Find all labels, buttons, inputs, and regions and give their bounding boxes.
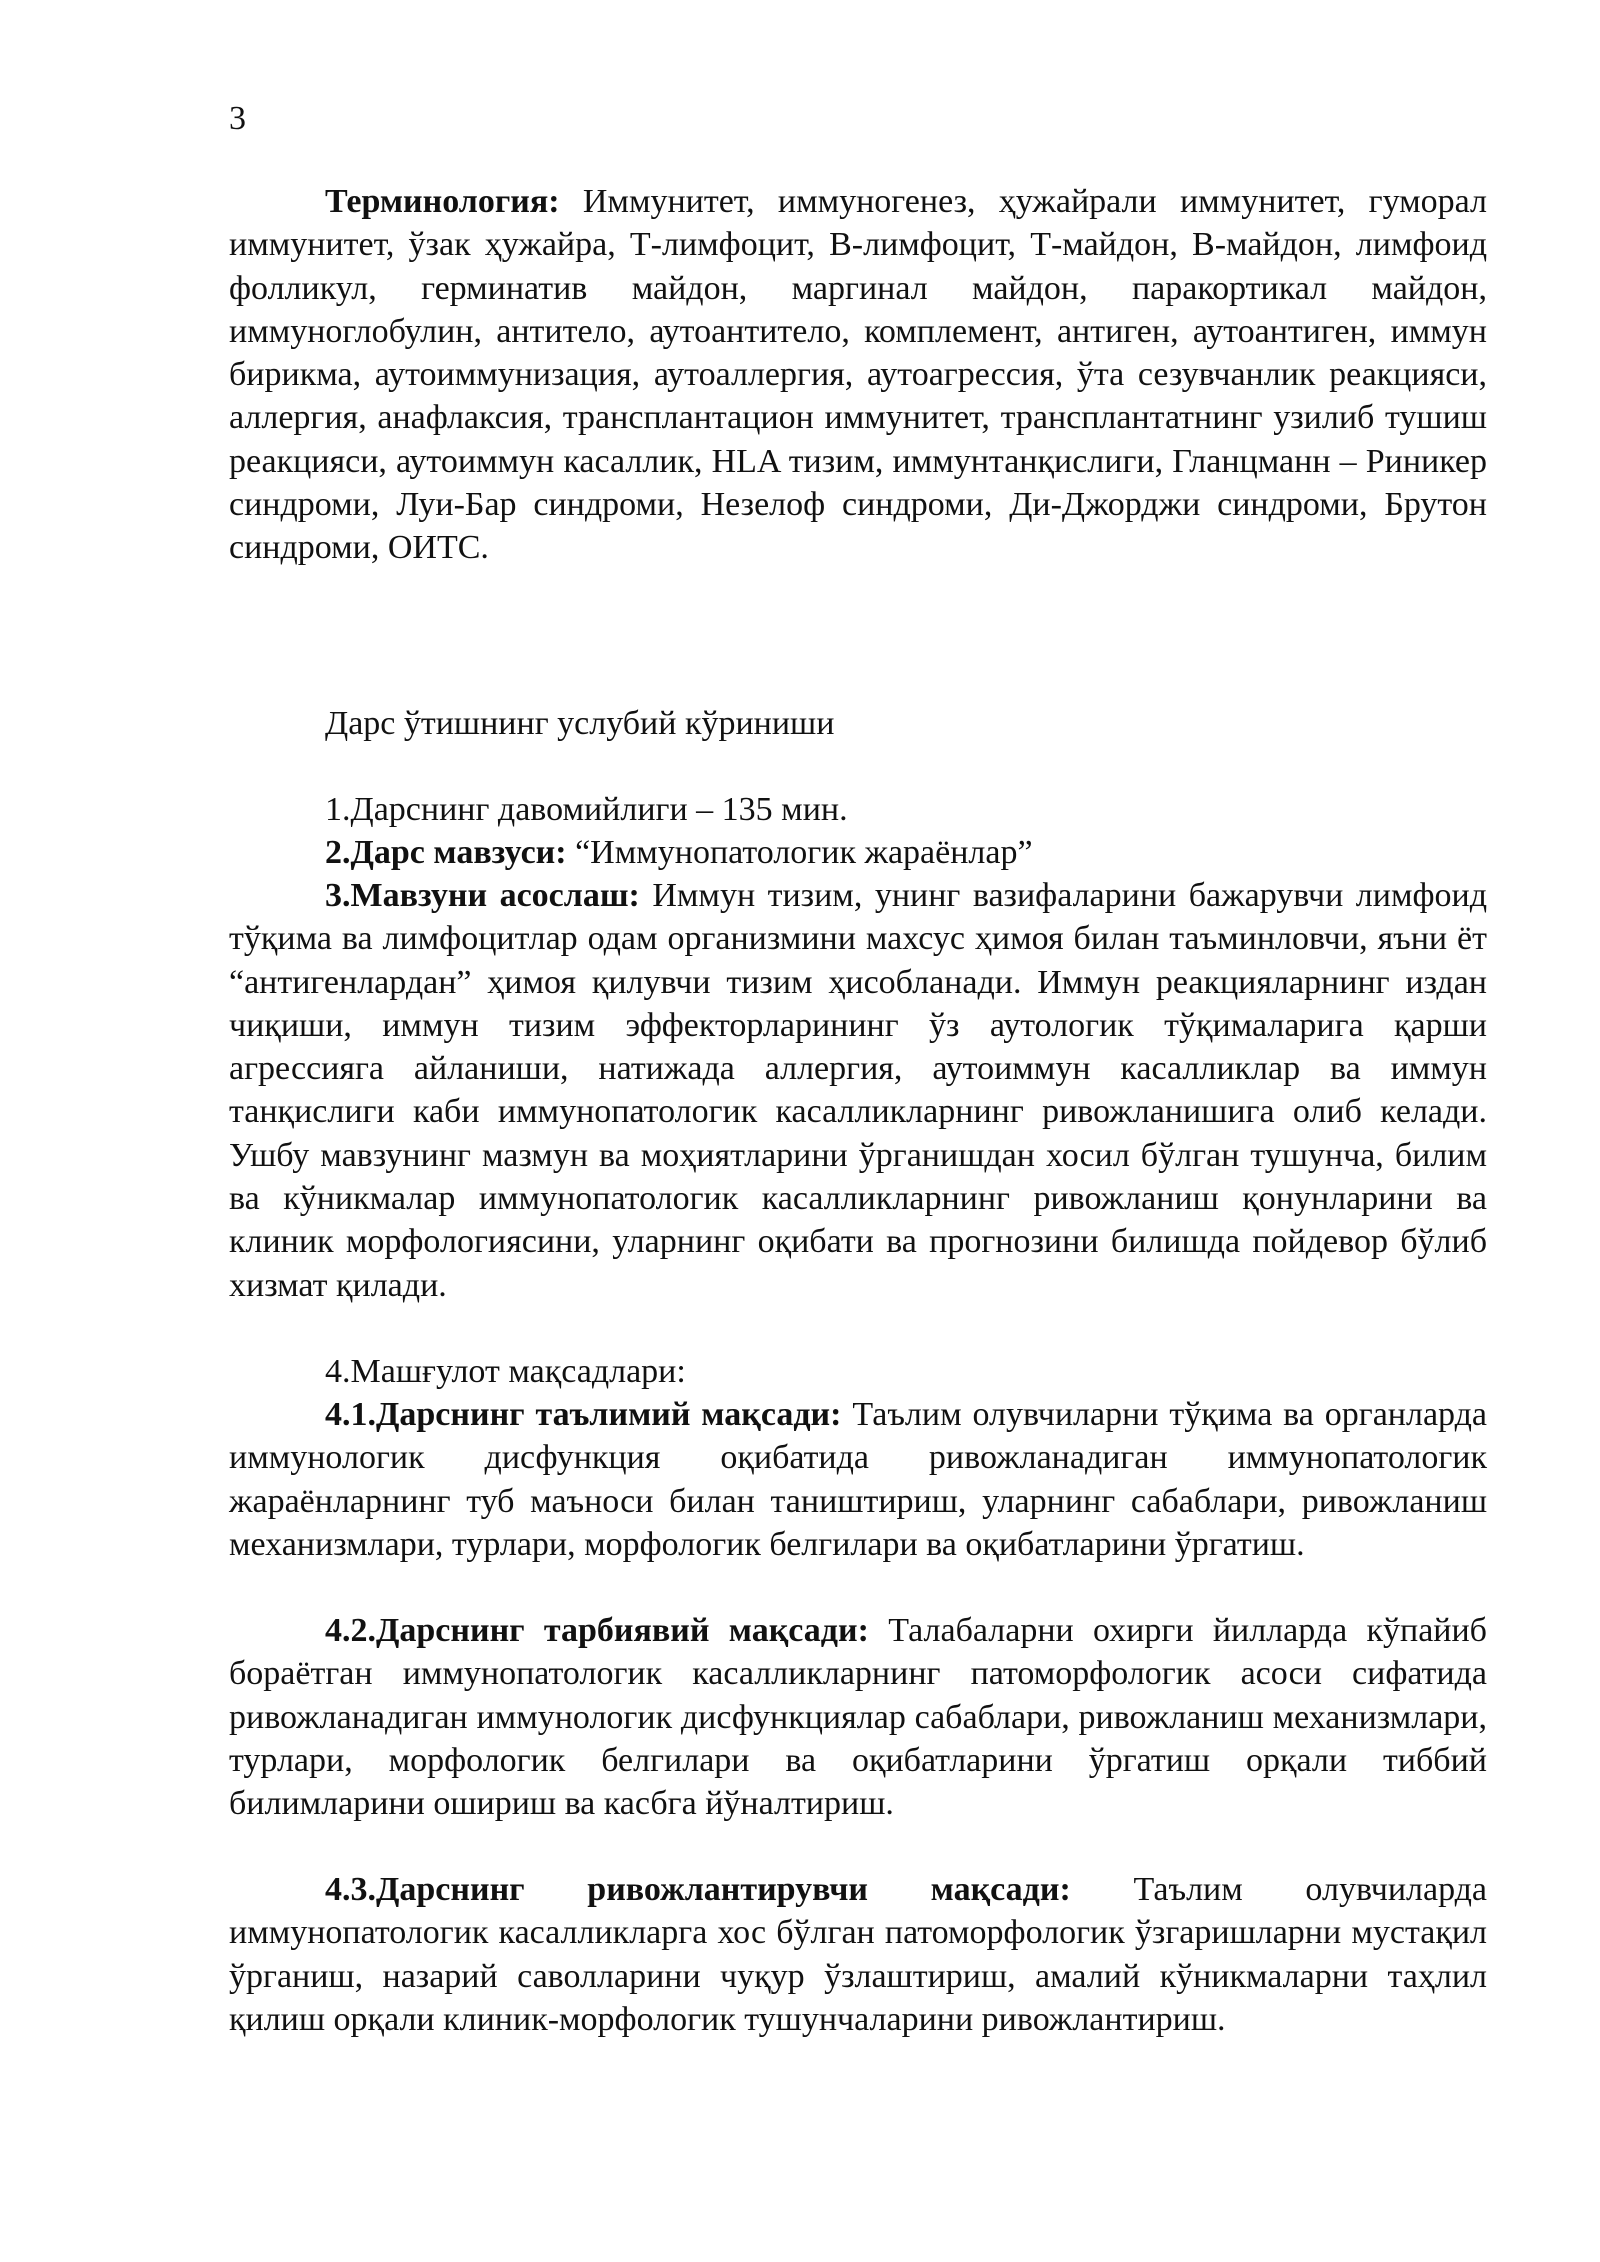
rationale-label: 3.Мавзуни асослаш: xyxy=(325,877,640,914)
rationale-text: Иммун тизим, унинг вазифаларини бажарувчи лимфоид тўқима ва лимфоцитлар одам организмини махсус ҳимоя билан таъминловчи, яъни ёт “антигенлардан” ҳимоя қилувчи тизим ҳисобланади. Иммун реакцияларнинг издан чиқиши, иммун тизим эффекторларининг ўз аутологик тўқималарига қарши агрессияга айланиши, натижада аллергия, аутоиммун касалликлар ва иммун танқислиги каби иммунопатологик касалликларнинг ривожланишига олиб келади. Ушбу мавзунинг мазмун ва моҳиятларини ўрганишдан хосил бўлган тушунча, билим ва кўникмалар иммунопатологик касалликларнинг ривожланиш қонунларини ва клиник морфологиясини, уларнинг оқибати ва прогнозини билишда пойдевор бўлиб хизмат қилади. xyxy=(229,877,1487,1304)
goal-educational-paragraph xyxy=(229,1393,1487,1566)
rationale-paragraph xyxy=(229,874,1487,1307)
goals-heading: 4.Машғулот мақсадлари: xyxy=(325,1353,686,1390)
terminology-text: Иммунитет, иммуногенез, ҳужайрали иммунитет, гуморал иммунитет, ўзак ҳужайра, Т-лимфоцит, В-лимфоцит, Т-майдон, В-майдон, лимфоид фолликул, герминатив майдон, маргинал майдон, паракортикал майдон, иммуноглобулин, антитело, аутоантитело, комплемент, антиген, аутоантиген, иммун бирикма, аутоиммунизация, аутоаллергия, аутоагрессия, ўта сезувчанлик реакцияси, аллергия, анафлаксия, трансплантацион иммунитет, трансплантатнинг узилиб тушиш реакцияси, аутоиммун касаллик, HLA тизим, иммунтанқислиги, Гланцманн – Риникер синдроми, Луи-Бар синдроми, Незелоф синдроми, Ди-Джорджи синдроми, Брутон синдроми, ОИТС. xyxy=(229,183,1487,567)
topic-text: “Иммунопатологик жараёнлар” xyxy=(566,834,1033,871)
goal-developmental-text: Таълим олувчиларда иммунопатологик касалликларга хос бўлган патоморфологик ўзгаришларни мустақил ўрганиш, назарий саволларини чуқур ўзлаштириш, амалий кўникмаларни таҳлил қилиш орқали клиник-морфологик тушунчаларини ривожлантириш. xyxy=(229,1871,1488,2038)
page-number: 3 xyxy=(229,100,246,137)
goal-educational-label: 4.1.Дарснинг таълимий мақсади: xyxy=(325,1396,842,1433)
goal-upbringing-paragraph xyxy=(229,1609,1487,1825)
goal-upbringing-text: Талабаларни охирги йилларда кўпайиб бораётган иммунопатологик касалликларнинг патоморфологик асоси сифатида ривожланадиган иммунологик дисфункциялар сабаблари, ривожланиш механизмлари, турлари, морфологик белгилари ва оқибатларини ўргатиш орқали тиббий билимларини ошириш ва касбга йўналтириш. xyxy=(229,1612,1487,1823)
goal-upbringing-label: 4.2.Дарснинг тарбиявий мақсади: xyxy=(325,1612,869,1649)
terminology-label: Терминология: xyxy=(325,183,560,220)
goal-developmental-paragraph xyxy=(229,1868,1487,2041)
goal-educational-text: Таълим олувчиларни тўқима ва органларда иммунологик дисфункция оқибатида ривожланадиган иммунопатологик жараёнларнинг туб маъноси билан таништириш, уларнинг сабаблари, ривожланиш механизмлари, турлари, морфологик белгилари ва оқибатларини ўргатиш. xyxy=(229,1396,1487,1563)
method-heading: Дарс ўтишнинг услубий кўриниши xyxy=(325,705,835,742)
topic-label: 2.Дарс мавзуси: xyxy=(325,834,567,871)
terminology-paragraph xyxy=(229,180,1487,570)
lesson-topic xyxy=(229,831,1487,874)
lesson-duration: 1.Дарснинг давомийлиги – 135 мин. xyxy=(325,791,848,828)
goal-developmental-label: 4.3.Дарснинг ривожлантирувчи мақсади: xyxy=(325,1871,1071,1908)
